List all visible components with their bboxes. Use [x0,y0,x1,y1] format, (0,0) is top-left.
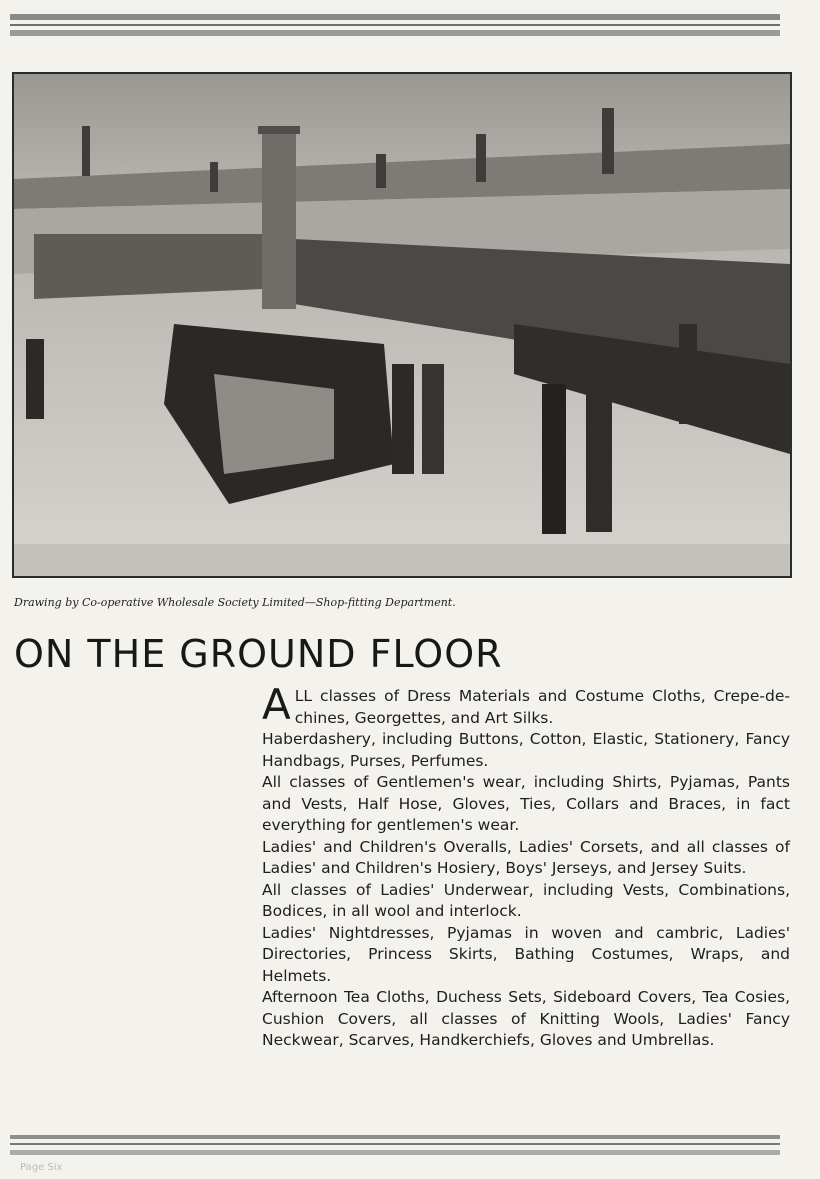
product-description [262,680,790,1052]
page-heading: ON THE GROUND FLOOR [14,632,503,676]
bottom-rule-thick [10,1135,780,1139]
paragraph-overalls-hosiery: Ladies' and Children's Overalls, Ladies' Corsets, and all classes of Ladies' and Children's Hosiery, Boys' Jerseys, and Jersey Suits. [262,837,790,877]
paragraph-household-linens: Afternoon Tea Cloths, Duchess Sets, Sideboard Covers, Tea Cosies, Cushion Covers, all classes of Knitting Wools, Ladies' Fancy Neckwear, Scarves, Handkerchiefs, Gloves and Umbrellas. [262,988,790,1049]
store-interior-illustration [12,72,792,578]
intro-text: LL classes of Dress Materials and Costume Cloths, Crepe-de-chines, Georgettes, and Art Silks. [294,687,790,727]
paragraph-gentlemens-wear: All classes of Gentlemen's wear, including Shirts, Pyjamas, Pants and Vests, Half Hose, Gloves, Ties, Collars and Braces, in fact everything for gentlemen's wear. [262,773,790,834]
paragraph-underwear: All classes of Ladies' Underwear, including Vests, Combinations, Bodices, in all wool and interlock. [262,880,790,920]
bottom-rule-thin [10,1143,780,1145]
paragraph-haberdashery: Haberdashery, including Buttons, Cotton, Elastic, Stationery, Fancy Handbags, Purses, Perfumes. [262,730,790,770]
drop-cap: A [262,680,291,729]
paragraph-nightwear: Ladies' Nightdresses, Pyjamas in woven and cambric, Ladies' Directories, Princess Skirts, Bathing Costumes, Wraps, and Helmets. [262,923,790,985]
top-rule-thin [10,24,780,26]
bottom-rule-lower [10,1150,780,1155]
top-rule-lower [10,30,780,36]
page-footer: Page Six [20,1162,63,1173]
store-drawing [14,74,790,576]
top-rule-thick [10,14,780,20]
intro-paragraph [262,680,790,729]
illustration-caption: Drawing by Co-operative Wholesale Society Limited—Shop-fitting Department. [14,596,456,609]
